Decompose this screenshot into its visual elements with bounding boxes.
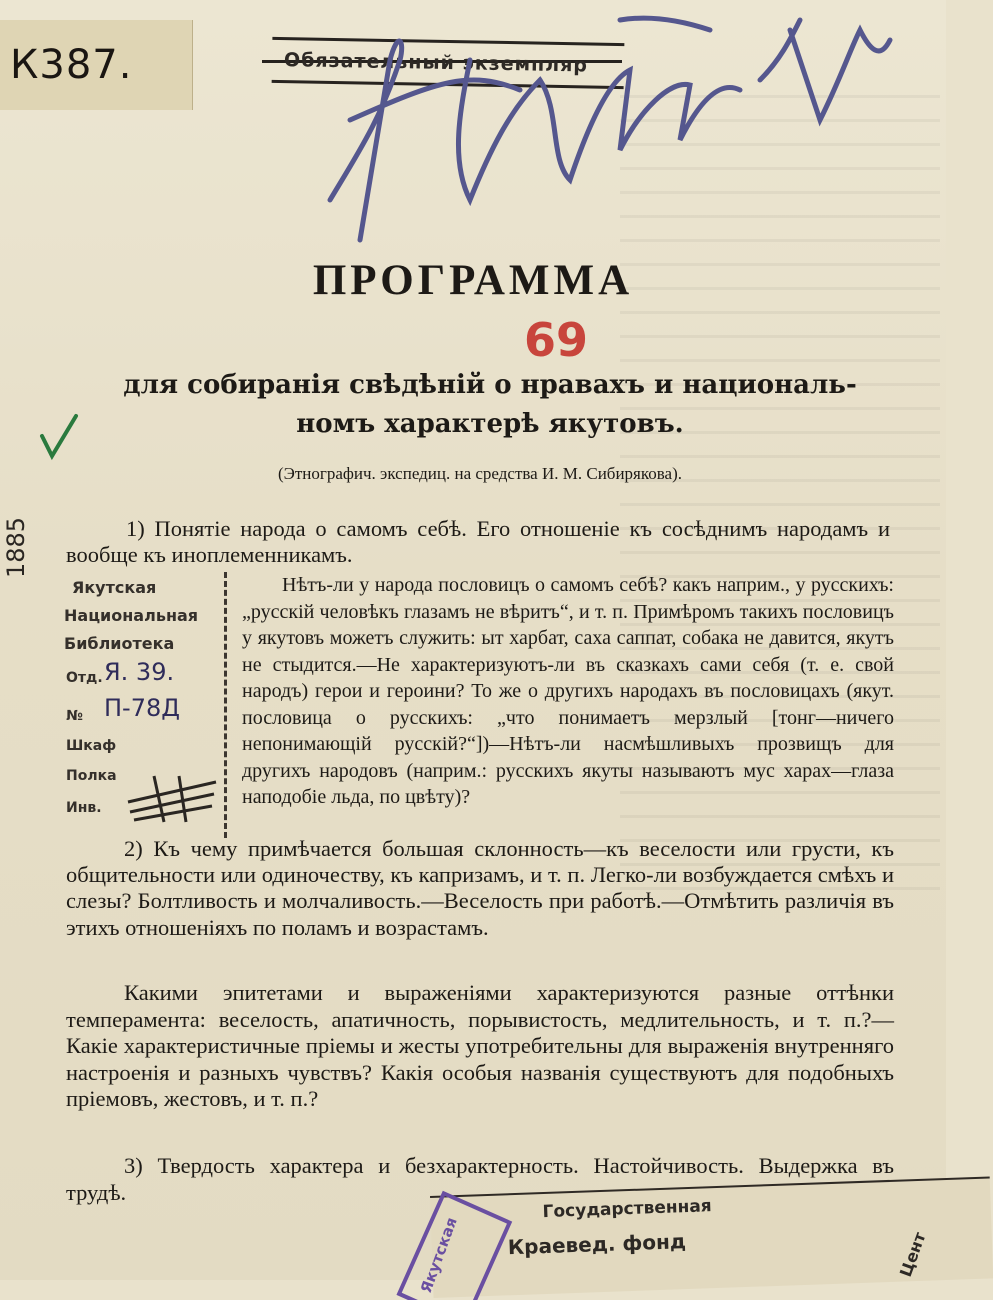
svg-text:Цент: Цент [895, 1229, 930, 1280]
corner-stamp-fragment [880, 1200, 946, 1280]
stamp-fund-text: Краевед. фонд [507, 1229, 687, 1260]
svg-text:Якутская: Якутская [416, 1214, 461, 1296]
section-2-continued: Какими эпитетами и выраженіями характеризуются разные оттѣнки темперамента: веселость, апатичность, порывистость, медлительность, и т. п.?—Какіе характеристичные пріемы и жесты употребительны для выраженія внутренняго настроенія и разныхъ чувствъ? Какія особыя названія существуютъ для подобныхъ пріемовъ, жестовъ, и т. п.? [66, 980, 894, 1112]
subtitle-line-1: для собиранія свѣдѣній о нравахъ и националь- [123, 370, 857, 400]
library-stamp-polka: Полка [66, 768, 117, 784]
library-stamp [64, 572, 227, 838]
section-2: 2) Къ чему примѣчается большая склонность—къ веселости или грусти, къ общительности или одиночеству, къ капризамъ, и т. п. Легко-ли возбуждается смѣхъ и слезы? Болтливость и молчаливость.—Веселость при работѣ.—Отмѣтить различія въ этихъ отношеніяхъ по поламъ и возрастамъ. [66, 836, 894, 940]
library-stamp-shkaf: Шкаф [66, 738, 117, 754]
library-stamp-line2: Национальная [64, 606, 199, 625]
library-stamp-inv: Инв. [66, 800, 102, 816]
section-3: 3) Твердость характера и безхарактерность. Настойчивость. Выдержка въ трудѣ. [66, 1153, 894, 1205]
mandatory-copy-stamp: Обязательный экземпляр [272, 37, 625, 89]
svg-text:69: 69 [524, 313, 589, 367]
side-number: 1885 [2, 516, 30, 578]
red-number-mark [520, 300, 589, 372]
section-1-notes: Нѣтъ-ли у народа пословицъ о самомъ себѣ? какъ наприм., у русскихъ: „русскій человѣкъ глазамъ не вѣритъ“, и т. п. Примѣромъ такихъ пословицъ у якутовъ можетъ служить: ыт харбат, саха саппат, собака не давится, якутъ не стыдится.—Не характеризуютъ-ли въ сказкахъ сами себя (т. е. свой народъ) герои и героини? То же о другихъ народахъ въ пословицахъ (якут. пословица о русскихъ: „что понимаетъ мерзлый [тонг—ничего непонимающій русскій?“])—Нѣтъ-ли насмѣшливыхъ прозвищъ для другихъ народовъ (наприм.: русскихъ якуты называютъ мус харах—глаза наподобіе льда, по цвѣту)? [242, 574, 894, 808]
library-stamp-no-label: № [66, 708, 83, 724]
subtitle-line-2: номъ характерѣ якутовъ. [296, 409, 684, 439]
stamp-scribble [124, 772, 220, 824]
edition-note: (Этнографич. экспедиц. на средства И. М. Сибирякова). [277, 464, 683, 483]
signature-ink [320, 0, 946, 260]
purple-library-stamp [404, 1190, 514, 1300]
stamp-state-text: Государственная [542, 1196, 713, 1223]
section-1-heading: 1) Понятіе народа о самомъ себѣ. Его отношеніе къ сосѣднимъ народамъ и вообще къ иноплеменникамъ. [66, 516, 890, 567]
library-stamp-line3: Библиотека [64, 634, 175, 653]
shelf-mark-text: К387. [10, 42, 133, 88]
library-stamp-otd-label: Отд. [66, 670, 103, 686]
check-mark-icon [38, 412, 80, 460]
document-subtitle [60, 366, 920, 444]
shelf-mark-label [0, 20, 193, 110]
document-title: ПРОГРАММА [312, 257, 634, 304]
library-stamp-no-value: П-78Д [104, 694, 180, 722]
library-stamp-otd-value: Я. 39. [104, 658, 175, 686]
library-stamp-line1: Якутская [72, 578, 157, 597]
